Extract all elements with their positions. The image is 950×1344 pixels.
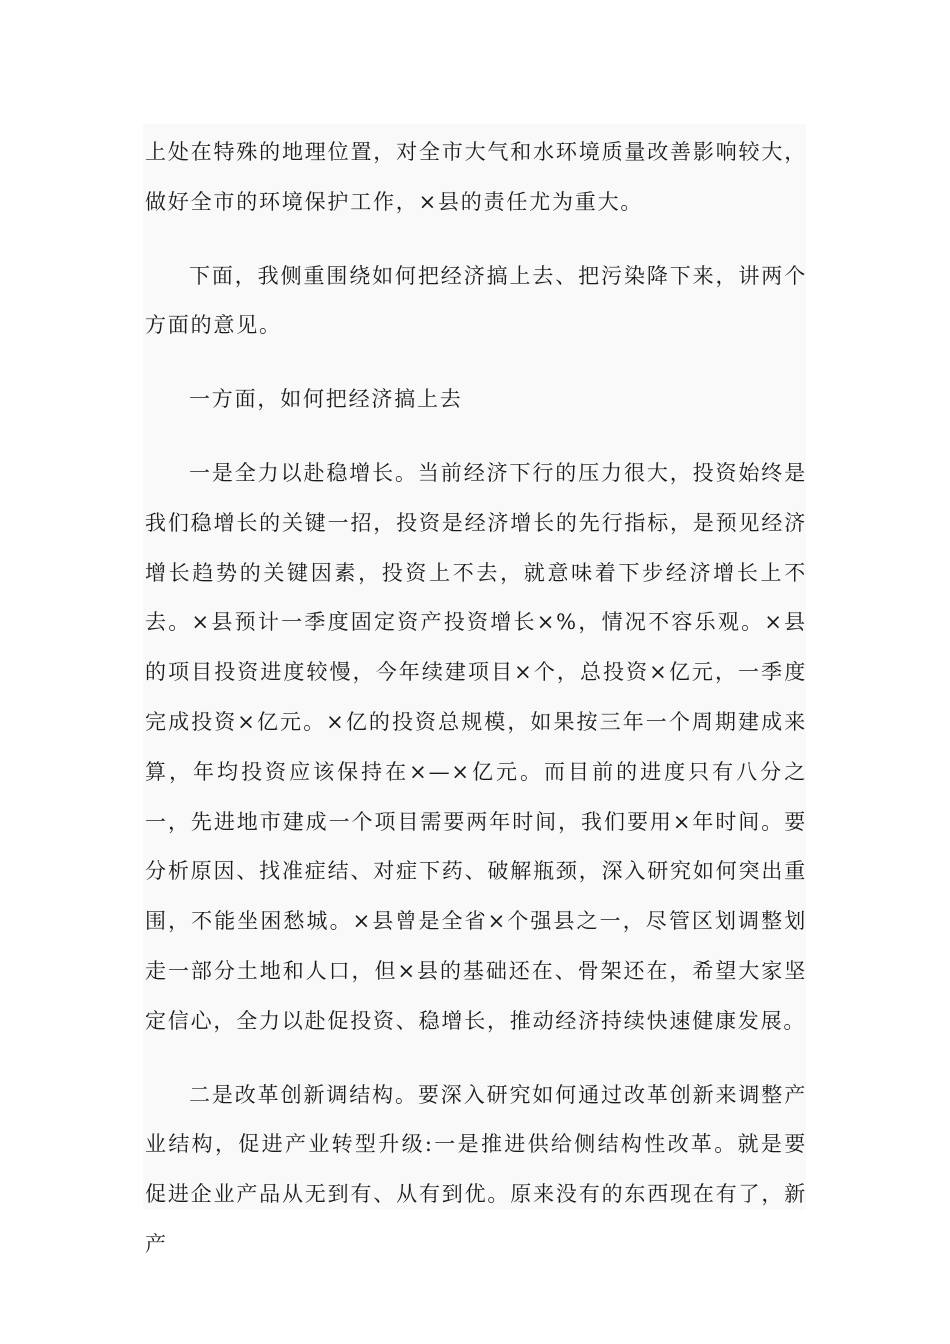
paragraph-continuation: 上处在特殊的地理位置，对全市大气和水环境质量改善影响较大，做好全市的环境保护工作，×县的责任尤为重大。 (145, 140, 807, 214)
paragraph-reform-innovation: 二是改革创新调结构。要深入研究如何通过改革创新来调整产业结构，促进产业转型升级:一是推进供给侧结构性改革。就是要促进企业产品从无到有、从有到优。原来没有的东西现在有了，新产 (145, 1082, 807, 1256)
paragraph-stable-growth: 一是全力以赴稳增长。当前经济下行的压力很大，投资始终是我们稳增长的关键一招，投资是经济增长的先行指标，是预见经济增长趋势的关键因素，投资上不去，就意味着下步经济增长上不去。×县预计一季度固定资产投资增长×%，情况不容乐观。×县的项目投资进度较慢，今年续建项目×个，总投资×亿元，一季度完成投资×亿元。×亿的投资总规模，如果按三年一个周期建成来算，年均投资应该保持在×—×亿元。而目前的进度只有八分之一，先进地市建成一个项目需要两年时间，我们要用×年时间。要分析原因、找准症结、对症下药、破解瓶颈，深入研究如何突出重围，不能坐困愁城。×县曾是全省×个强县之一，尽管区划调整划走一部分土地和人口，但×县的基础还在、骨架还在，希望大家坚定信心，全力以赴促投资、稳增长，推动经济持续快速健康发展。 (145, 460, 807, 1033)
section-heading: 一方面，如何把经济搞上去 (189, 387, 463, 412)
document-body (145, 128, 807, 1270)
paragraph-intro: 下面，我侧重围绕如何把经济搞上去、把污染降下来，讲两个方面的意见。 (145, 263, 807, 338)
